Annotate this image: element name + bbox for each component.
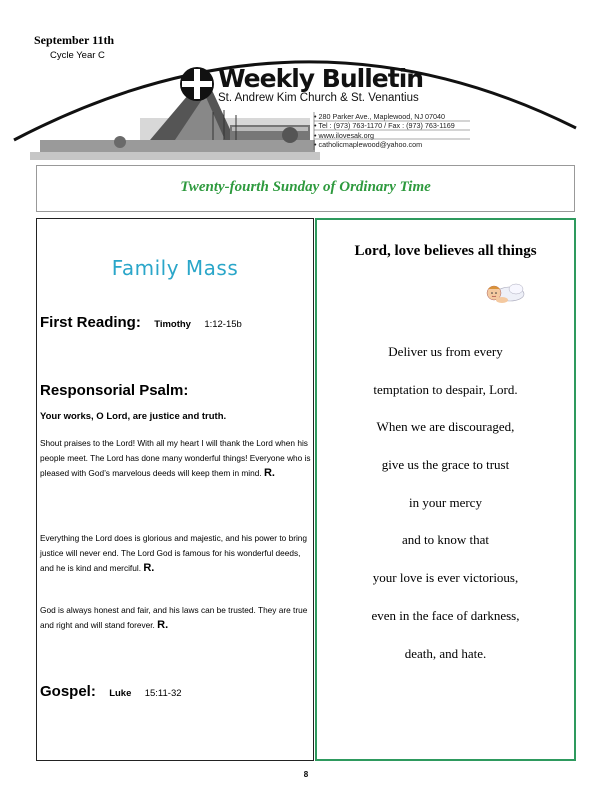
prayer-line: even in the face of darkness, <box>371 607 520 623</box>
contact-info <box>314 112 455 150</box>
bulletin-date: September 11th <box>34 33 115 47</box>
readings-column <box>36 218 314 761</box>
bulletin-title: Weekly Bulletin <box>218 64 424 93</box>
psalm-verse-text: God is always honest and fair, and his laws can be trusted. They are true and right and will stand forever. <box>40 605 308 630</box>
address: • 280 Parker Ave., Maplewood, NJ 07040 <box>314 112 446 121</box>
gospel-reading <box>40 683 182 701</box>
gospel-ref: 15:11-32 <box>144 688 182 699</box>
first-reading-book: Timothy <box>154 319 191 330</box>
psalm-heading: Responsorial Psalm: <box>40 382 189 399</box>
bulletin-logo-icon <box>180 67 214 101</box>
response-mark: R. <box>143 562 155 574</box>
page-number: 8 <box>303 770 309 779</box>
parish-name: St. Andrew Kim Church & St. Venantius <box>218 92 419 104</box>
psalm-antiphon: Your works, O Lord, are justice and truth. <box>40 411 227 422</box>
psalm-verse <box>40 436 312 481</box>
family-mass-heading: Family Mass <box>111 256 239 280</box>
prayer-line: death, and hate. <box>404 645 487 661</box>
response-mark: R. <box>263 467 275 479</box>
prayer-line: Deliver us from every <box>388 344 503 359</box>
psalm-verse-text: Shout praises to the Lord! With all my heart I will thank the Lord when his people meet. The Lord has done many wonderful things! Everyone who is pleased with God’s marvelous deeds will keep them in mind. <box>40 438 311 478</box>
prayer-line: When we are discouraged, <box>376 419 515 435</box>
prayer-line: temptation to despair, Lord. <box>373 381 518 397</box>
psalm-verse <box>40 531 312 576</box>
first-reading-label: First Reading: <box>40 314 141 331</box>
psalm-verse-text: Everything the Lord does is glorious and majestic, and his power to bring justice will never end. The Lord God is famous for his wonderful deeds, and he is kind and merciful. <box>40 533 308 573</box>
prayer-line: and to know that <box>401 532 489 548</box>
website-link[interactable]: • www.ilovesak.org <box>314 130 375 140</box>
psalm-verse <box>40 603 312 633</box>
response-mark: R. <box>157 619 169 631</box>
liturgical-cycle: Cycle Year C <box>50 50 105 61</box>
prayer-line: give us the grace to trust <box>381 457 510 473</box>
prayer-title: Lord, love believes all things <box>354 243 537 259</box>
gospel-label: Gospel: <box>40 683 96 700</box>
prayer-line: your love is ever victorious, <box>372 570 519 586</box>
sunday-title: Twenty-fourth Sunday of Ordinary Time <box>180 179 431 195</box>
email-link[interactable]: • catholicmaplewood@yahoo.com <box>314 140 423 150</box>
angel-illustration-icon <box>480 280 528 308</box>
phone-fax: • Tel : (973) 763-1170 / Fax : (973) 763-1169 <box>314 121 455 131</box>
prayer-line: in your mercy <box>409 494 482 510</box>
first-reading <box>40 314 242 332</box>
prayer-text <box>315 344 576 683</box>
first-reading-ref: 1:12-15b <box>204 319 242 330</box>
gospel-book: Luke <box>109 688 132 699</box>
